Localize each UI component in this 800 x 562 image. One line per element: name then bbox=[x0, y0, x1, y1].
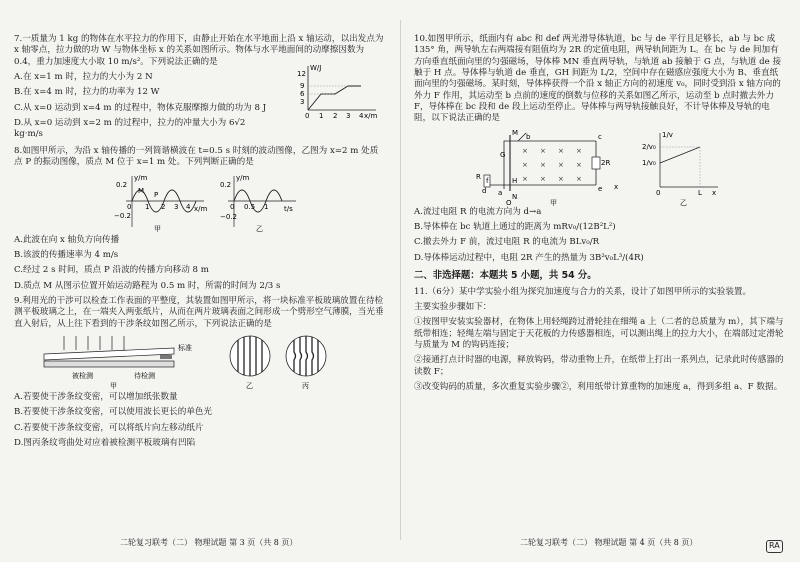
question-7 bbox=[14, 34, 386, 146]
q8b-xtick: 0 bbox=[230, 202, 235, 211]
q7-graph-xlabel: x/m bbox=[364, 112, 378, 121]
q8b-xlabel: t/s bbox=[284, 204, 293, 213]
q8-wave-graph bbox=[114, 173, 210, 233]
q9-option-d: D.图丙条纹弯曲处对应着被检测平板玻璃有凹陷 bbox=[14, 438, 196, 449]
q10b-xlabel: x bbox=[712, 188, 717, 197]
svg-text:×: × bbox=[576, 160, 582, 169]
q7-option-d: D.从 x=0 运动到 x=2 m 的过程中，拉力的冲量大小为 6√2 kg·m/s bbox=[14, 118, 246, 140]
q10-label-g: G bbox=[500, 150, 506, 159]
q9-option-a: A.若要使干涉条纹变密，可以增加纸张数量 bbox=[14, 392, 178, 403]
q10-label-x: x bbox=[614, 182, 619, 191]
q9-interference-setup bbox=[24, 334, 224, 390]
q10b-ylabel: 1/v bbox=[662, 130, 673, 139]
q10b-xtick: L bbox=[698, 188, 702, 197]
q10-label-2r: 2R bbox=[601, 158, 611, 167]
q8-point-m: M bbox=[138, 186, 145, 195]
q10b-ytick: 2/v₀ bbox=[642, 142, 656, 151]
q7-graph-ylabel: W/J bbox=[310, 64, 322, 73]
q7-xtick: 2 bbox=[333, 112, 338, 121]
q10-option-d: D.导体棒运动过程中，电阻 2R 产生的热量为 3B²v₀L³/(4R) bbox=[414, 252, 644, 263]
q10-option-a: A.流过电阻 R 的电流方向为 d→a bbox=[414, 206, 542, 217]
q8-option-d: D.质点 M 从图示位置开始运动路程为 0.5 m 时，所需的时间为 2/3 s bbox=[14, 280, 281, 291]
q10-label-n: N bbox=[512, 192, 518, 201]
q7-ytick: 12 bbox=[297, 70, 306, 79]
q10-label-o: O bbox=[506, 198, 512, 207]
q7-option-a: A.在 x=1 m 时，拉力的大小为 2 N bbox=[14, 72, 153, 83]
svg-text:×: × bbox=[540, 174, 546, 183]
q8-stem: 8.如图甲所示，为沿 x 轴传播的一列简谐横波在 t=0.5 s 时刻的波动图像，乙图为 x=2 m 处质点 P 的振动图像，质点 M 位于 x=1 m 处。下列判断正确的是 bbox=[14, 146, 379, 168]
q8b-ytick: 0.2 bbox=[220, 180, 232, 189]
q8b-xtick: 1 bbox=[264, 202, 269, 211]
svg-text:×: × bbox=[558, 174, 564, 183]
q8-option-a: A.此波在向 x 轴负方向传播 bbox=[14, 234, 120, 245]
svg-text:×: × bbox=[576, 174, 582, 183]
q8-option-c: C.经过 2 s 时间，质点 P 沿波的传播方向移动 8 m bbox=[14, 265, 209, 276]
q9-option-b: B.若要使干涉条纹变密，可以使用波长更长的单色光 bbox=[14, 407, 213, 418]
q7-ytick: 3 bbox=[300, 98, 305, 107]
q8a-ytick: −0.2 bbox=[114, 211, 131, 220]
q11-step: ①按图甲安装实验器材，在物体上用轻绳跨过滑轮挂在细绳 a 上（二者的总质量为 m），其下端与纸带相连；轻绳左端与固定于天花板的力传感器相连，可以测出绳上的拉力大小，在端部过定滑轮与质量为 M 的钩码连接； bbox=[414, 317, 784, 350]
q9-caption-c: 丙 bbox=[302, 382, 309, 391]
q7-option-c: C.从 x=0 运动到 x=4 m 的过程中，物体克服摩擦力做的功为 8 J bbox=[14, 102, 267, 113]
q10-option-c: C.撤去外力 F 前，流过电阻 R 的电流为 BLv₀/R bbox=[414, 237, 600, 248]
q10b-caption: 乙 bbox=[680, 198, 687, 207]
q10-option-b: B.导体棒在 bc 轨道上通过的距离为 mRv₀/(12B²L²) bbox=[414, 222, 616, 233]
q7-ytick: 6 bbox=[300, 90, 305, 99]
q11-step: 主要实验步骤如下： bbox=[414, 301, 492, 312]
q10a-caption: 甲 bbox=[550, 198, 557, 207]
q10-label-r: R bbox=[476, 172, 481, 181]
q8a-ylabel: y/m bbox=[134, 173, 148, 182]
q11-stem: 11.（6分）某中学实验小组为探究加速度与合力的关系，设计了如图甲所示的实验装置。 bbox=[414, 286, 752, 297]
question-8 bbox=[14, 146, 386, 292]
page-divider bbox=[400, 20, 401, 540]
q8a-xtick: 2 bbox=[161, 202, 166, 211]
q10-rail-circuit bbox=[474, 129, 624, 207]
q9-fringes-straight bbox=[226, 334, 274, 390]
q8b-xtick: 0.5 bbox=[244, 202, 256, 211]
q7-xtick: 0 bbox=[305, 112, 310, 121]
q8b-ylabel: y/m bbox=[236, 173, 250, 182]
q8-point-p: P bbox=[154, 190, 159, 199]
q10b-ytick: 1/v₀ bbox=[642, 158, 656, 167]
q11-step: ③改变钩码的质量，多次重复实验步骤②，利用纸带计算重物的加速度 a，得到多组 a、F 数据。 bbox=[414, 381, 783, 392]
q8a-xtick: 4 bbox=[186, 202, 191, 211]
q8b-caption: 乙 bbox=[256, 224, 263, 233]
q10-inverse-velocity-graph bbox=[642, 129, 722, 207]
q8a-xtick: 0 bbox=[127, 202, 132, 211]
svg-text:×: × bbox=[540, 160, 546, 169]
q7-xtick: 3 bbox=[346, 112, 351, 121]
q9-stem: 9.利用光的干涉可以检查工作表面的平整度，其装置如图甲所示，将一块标准平板玻璃放置在待检测平板玻璃之上，在一端夹入两张纸片，从而在两片玻璃表面之间形成一个劈形空气薄膜，当光垂直入射后，从上往下看到的干涉条纹如图乙所示，下列说法正确的是 bbox=[14, 296, 384, 329]
q7-xtick: 1 bbox=[319, 112, 324, 121]
q10-label-d: d bbox=[482, 186, 487, 195]
q7-xtick: 4 bbox=[359, 112, 364, 121]
q8b-ytick: −0.2 bbox=[220, 212, 237, 221]
q9-fringes-curved bbox=[282, 334, 330, 390]
q9-label-tested: 被检测 bbox=[72, 372, 93, 381]
q9-caption-b: 乙 bbox=[246, 382, 253, 391]
svg-text:×: × bbox=[540, 146, 546, 155]
q10-label-f: f bbox=[486, 176, 489, 185]
svg-text:×: × bbox=[558, 146, 564, 155]
q7-stem: 7.一质量为 1 kg 的物体在水平拉力的作用下，由静止开始在水平地面上沿 x 轴运动，以出发点为 x 轴零点，拉力做的功 W 与物体坐标 x 的关系如图所示。物体与水平地面间的动摩擦因数为 0.4，重力加速度大小取 10 m/s²。下列说法正确的是 bbox=[14, 34, 384, 67]
q9-label-paper: 待检测 bbox=[134, 372, 155, 381]
right-footer: 二轮复习联考（二） 物理试题 第 4 页（共 8 页） bbox=[520, 538, 698, 547]
q10-stem: 10.如图甲所示，纸面内有 abc 和 def 两光滑导体轨道，bc 与 de 平行且足够长，ab 与 bc 成 135° 角，两导轨左右两端接有阻值均为 2R 的定值电阻，两导轨间距为 L。在 bc 与 de 间加有方向垂直纸面向里的匀强磁场，导体棒 MN 垂直两导轨，与轨道 ab 接触于 G 点，与轨道 de 接触于 H 点。导体棒与轨道 de 垂直，GH 间距为 L/2，空间中存在磁感应强度大小为 B、垂直纸面向里的匀强磁场。某时刻，导体棒获得一个沿 x 轴正方向的初速度 v₀，同时受到沿 x 轴方向的外力 F 作用，其运动至 b 点前的速度的倒数与位移的关系如图乙所示，运动至 b 点时撤去外力 F，导体棒在 bc 段和 de 段上运动至停止。导体棒与两导轨接触良好，不计导体棒及导轨的电阻，以下说法正确的是 bbox=[414, 34, 782, 124]
left-page bbox=[14, 34, 386, 454]
section-title: 二、非选择题：本题共 5 小题，共 54 分。 bbox=[414, 270, 597, 282]
q9-label-standard: 标准 bbox=[178, 344, 192, 353]
q8a-caption: 甲 bbox=[154, 224, 161, 233]
q8a-xlabel: x/m bbox=[194, 204, 208, 213]
q10b-xtick: 0 bbox=[656, 188, 661, 197]
question-11 bbox=[414, 287, 786, 394]
q10-label-h: H bbox=[512, 176, 518, 185]
svg-text:×: × bbox=[522, 160, 528, 169]
q9-caption-a: 甲 bbox=[110, 382, 117, 391]
q8a-ytick: 0.2 bbox=[116, 180, 128, 189]
q10-label-c: c bbox=[598, 132, 602, 141]
q8-option-b: B.该波的传播速率为 4 m/s bbox=[14, 250, 119, 261]
q11-step: ②接通打点计时器的电源，释放钩码，带动重物上升，在纸带上打出一系列点，记录此时传感器的读数 F； bbox=[414, 355, 784, 377]
svg-text:×: × bbox=[576, 146, 582, 155]
q9-option-c: C.若要使干涉条纹变密，可以将纸片向左移动纸片 bbox=[14, 422, 204, 433]
question-9 bbox=[14, 296, 386, 449]
question-10 bbox=[414, 34, 786, 264]
right-page bbox=[414, 34, 786, 397]
q10-label-b: b bbox=[526, 132, 531, 141]
svg-text:×: × bbox=[522, 174, 528, 183]
left-footer: 二轮复习联考（二） 物理试题 第 3 页（共 8 页） bbox=[120, 538, 298, 547]
publisher-logo: RA bbox=[766, 540, 783, 553]
q10-label-e: e bbox=[598, 184, 603, 193]
q8a-xtick: 1 bbox=[145, 202, 150, 211]
q8a-xtick: 3 bbox=[174, 202, 179, 211]
q10-label-a: a bbox=[498, 188, 503, 197]
q10-label-m: M bbox=[512, 128, 519, 137]
svg-text:×: × bbox=[522, 146, 528, 155]
q7-option-b: B.在 x=4 m 时，拉力的功率为 12 W bbox=[14, 87, 160, 98]
q8-vibration-graph bbox=[220, 173, 300, 233]
q7-work-position-graph bbox=[296, 62, 380, 120]
svg-text:×: × bbox=[558, 160, 564, 169]
q7-ytick: 9 bbox=[300, 82, 305, 91]
